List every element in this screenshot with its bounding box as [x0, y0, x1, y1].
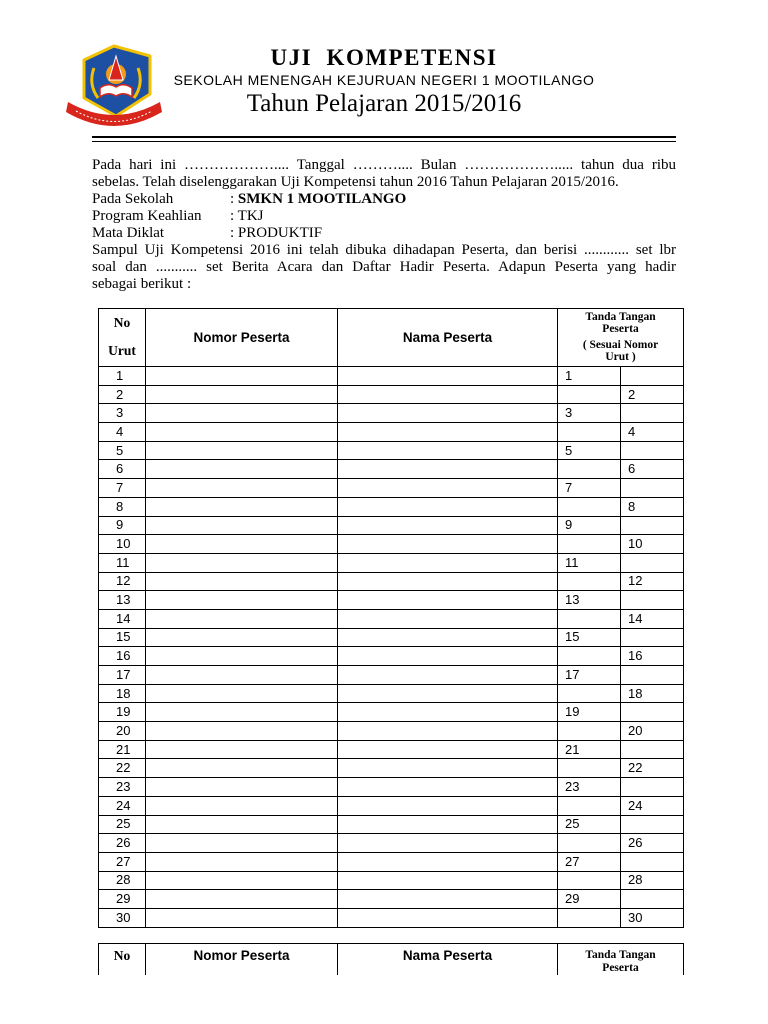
signature-cell-left: 17	[558, 666, 621, 685]
nomor-peserta-cell	[146, 852, 338, 871]
signature-cell-right: 2	[621, 385, 684, 404]
nama-peserta-cell	[338, 647, 558, 666]
nomor-peserta-cell	[146, 628, 338, 647]
signature-cell-right: 28	[621, 871, 684, 890]
row-number: 30	[99, 908, 146, 927]
signature-cell-right: 18	[621, 684, 684, 703]
nomor-peserta-cell	[146, 572, 338, 591]
nomor-peserta-cell	[146, 553, 338, 572]
signature-cell-right: 22	[621, 759, 684, 778]
row-number: 13	[99, 591, 146, 610]
participant-row	[99, 759, 684, 778]
signature-cell-left: 29	[558, 890, 621, 909]
row-number: 24	[99, 796, 146, 815]
signature-cell-left	[558, 460, 621, 479]
nama-peserta-cell	[338, 852, 558, 871]
row-number: 22	[99, 759, 146, 778]
signature-cell-left	[558, 609, 621, 628]
nama-peserta-cell	[338, 609, 558, 628]
nama-peserta-cell	[338, 815, 558, 834]
participant-row	[99, 684, 684, 703]
intro-line: Pada hari ini ……………….... Tanggal ……….... Bulan ………………..... tahun dua ribu	[92, 157, 676, 173]
field-colon: :	[230, 191, 235, 207]
row-number: 7	[99, 479, 146, 498]
header-nomor-label: Nomor Peserta	[193, 948, 290, 963]
nama-peserta-cell	[338, 703, 558, 722]
participant-row	[99, 628, 684, 647]
academic-year: Tahun Pelajaran 2015/2016	[246, 90, 522, 117]
participant-row	[99, 834, 684, 853]
nomor-peserta-cell	[146, 796, 338, 815]
row-number: 28	[99, 871, 146, 890]
signature-cell-right	[621, 703, 684, 722]
document-title: UJI KOMPETENSI	[270, 45, 498, 70]
nomor-peserta-cell	[146, 778, 338, 797]
row-number: 10	[99, 535, 146, 554]
row-number: 8	[99, 497, 146, 516]
signature-cell-left: 27	[558, 852, 621, 871]
row-number: 26	[99, 834, 146, 853]
signature-cell-left	[558, 684, 621, 703]
participant-row	[99, 666, 684, 685]
nama-peserta-cell	[338, 628, 558, 647]
nama-peserta-cell	[338, 367, 558, 386]
intro-line: Sampul Uji Kompetensi 2016 ini telah dibuka dihadapan Peserta, dan berisi ............ set lbr	[92, 242, 676, 258]
row-number: 19	[99, 703, 146, 722]
nomor-peserta-cell	[146, 404, 338, 423]
signature-cell-right	[621, 815, 684, 834]
row-number: 4	[99, 423, 146, 442]
participant-row	[99, 441, 684, 460]
participant-row	[99, 815, 684, 834]
nomor-peserta-cell	[146, 815, 338, 834]
nomor-peserta-cell	[146, 479, 338, 498]
nama-peserta-cell	[338, 871, 558, 890]
participant-row	[99, 385, 684, 404]
signature-cell-right: 14	[621, 609, 684, 628]
signature-cell-right	[621, 367, 684, 386]
participant-row	[99, 796, 684, 815]
participant-row	[99, 871, 684, 890]
signature-cell-right	[621, 666, 684, 685]
nomor-peserta-cell	[146, 516, 338, 535]
attendance-table	[98, 308, 684, 928]
nama-peserta-cell	[338, 423, 558, 442]
intro-line: soal dan ........... set Berita Acara dan Daftar Hadir Peserta. Adapun Peserta yang hadir	[92, 259, 676, 275]
nama-peserta-cell	[338, 553, 558, 572]
nomor-peserta-cell	[146, 535, 338, 554]
nomor-peserta-cell	[146, 871, 338, 890]
school-name: SEKOLAH MENENGAH KEJURUAN NEGERI 1 MOOTILANGO	[173, 72, 595, 88]
signature-cell-left: 25	[558, 815, 621, 834]
nomor-peserta-cell	[146, 609, 338, 628]
header-nama-peserta: Nama Peserta	[338, 309, 558, 367]
signature-cell-right: 6	[621, 460, 684, 479]
nomor-peserta-cell	[146, 684, 338, 703]
signature-cell-right	[621, 479, 684, 498]
signature-cell-left	[558, 572, 621, 591]
nomor-peserta-cell	[146, 834, 338, 853]
signature-cell-left	[558, 871, 621, 890]
signature-cell-right	[621, 778, 684, 797]
row-number: 11	[99, 553, 146, 572]
nomor-peserta-cell	[146, 423, 338, 442]
signature-cell-right: 24	[621, 796, 684, 815]
header-nama-peserta	[338, 944, 558, 976]
row-number: 5	[99, 441, 146, 460]
signature-cell-right	[621, 591, 684, 610]
header-ttd-line: Urut )	[605, 351, 636, 363]
signature-cell-right	[621, 404, 684, 423]
nomor-peserta-cell	[146, 441, 338, 460]
nama-peserta-cell	[338, 796, 558, 815]
attendance-table-continued	[98, 943, 684, 975]
nama-peserta-cell	[338, 890, 558, 909]
row-number: 17	[99, 666, 146, 685]
nama-peserta-cell	[338, 591, 558, 610]
header-nama-label: Nama Peserta	[402, 948, 493, 963]
row-number: 1	[99, 367, 146, 386]
participant-row	[99, 908, 684, 927]
participant-row	[99, 778, 684, 797]
row-number: 9	[99, 516, 146, 535]
table-header-row	[99, 944, 684, 976]
row-number: 12	[99, 572, 146, 591]
signature-cell-right	[621, 740, 684, 759]
nama-peserta-cell	[338, 479, 558, 498]
header-no-label: No	[113, 948, 131, 963]
signature-cell-right	[621, 628, 684, 647]
signature-cell-right	[621, 516, 684, 535]
signature-cell-right	[621, 852, 684, 871]
nomor-peserta-cell	[146, 666, 338, 685]
header-divider	[92, 136, 676, 142]
row-number: 27	[99, 852, 146, 871]
header-ttd-line: Tanda Tangan	[585, 311, 656, 323]
signature-cell-right	[621, 890, 684, 909]
signature-cell-right: 4	[621, 423, 684, 442]
signature-cell-left: 11	[558, 553, 621, 572]
header-ttd-line: Peserta	[602, 962, 639, 974]
signature-cell-left: 5	[558, 441, 621, 460]
signature-cell-right: 26	[621, 834, 684, 853]
header-ttd-line: Tanda Tangan	[585, 949, 656, 961]
signature-cell-right: 20	[621, 722, 684, 741]
participant-row	[99, 367, 684, 386]
nomor-peserta-cell	[146, 367, 338, 386]
nomor-peserta-cell	[146, 759, 338, 778]
field-label: Mata Diklat	[92, 225, 165, 241]
header-urut: Urut	[108, 343, 136, 358]
signature-cell-left: 13	[558, 591, 621, 610]
participant-row	[99, 479, 684, 498]
field-value: PRODUKTIF	[237, 225, 323, 241]
nama-peserta-cell	[338, 666, 558, 685]
participant-row	[99, 609, 684, 628]
nama-peserta-cell	[338, 516, 558, 535]
nama-peserta-cell	[338, 572, 558, 591]
signature-cell-left: 3	[558, 404, 621, 423]
nama-peserta-cell	[338, 778, 558, 797]
nomor-peserta-cell	[146, 703, 338, 722]
signature-cell-right: 12	[621, 572, 684, 591]
signature-cell-right	[621, 553, 684, 572]
nomor-peserta-cell	[146, 460, 338, 479]
row-number: 2	[99, 385, 146, 404]
row-number: 21	[99, 740, 146, 759]
participant-row	[99, 572, 684, 591]
field-school	[92, 191, 676, 208]
nama-peserta-cell	[338, 385, 558, 404]
signature-cell-left	[558, 722, 621, 741]
signature-cell-left: 23	[558, 778, 621, 797]
nomor-peserta-cell	[146, 591, 338, 610]
header-tanda-tangan	[558, 309, 684, 367]
row-number: 25	[99, 815, 146, 834]
participant-row	[99, 497, 684, 516]
signature-cell-right: 10	[621, 535, 684, 554]
participant-row	[99, 535, 684, 554]
nama-peserta-cell	[338, 740, 558, 759]
signature-cell-left	[558, 908, 621, 927]
signature-cell-left	[558, 497, 621, 516]
field-value: TKJ	[237, 208, 264, 224]
participant-row	[99, 460, 684, 479]
nomor-peserta-cell	[146, 497, 338, 516]
participant-row	[99, 852, 684, 871]
row-number: 3	[99, 404, 146, 423]
participant-row	[99, 740, 684, 759]
participant-row	[99, 722, 684, 741]
signature-cell-left: 19	[558, 703, 621, 722]
nama-peserta-cell	[338, 834, 558, 853]
nomor-peserta-cell	[146, 890, 338, 909]
nama-peserta-cell	[338, 908, 558, 927]
nama-peserta-cell	[338, 722, 558, 741]
field-label: Program Keahlian	[92, 208, 202, 224]
signature-cell-right: 8	[621, 497, 684, 516]
participant-row	[99, 591, 684, 610]
signature-cell-left	[558, 535, 621, 554]
signature-cell-left: 15	[558, 628, 621, 647]
participant-row	[99, 516, 684, 535]
signature-cell-left	[558, 759, 621, 778]
signature-cell-left	[558, 647, 621, 666]
intro-line: sebelas. Telah diselenggarakan Uji Kompetensi tahun 2016 Tahun Pelajaran 2015/2016.	[92, 174, 619, 190]
header-tanda-tangan	[558, 944, 684, 976]
field-colon: :	[230, 208, 235, 224]
participant-row	[99, 423, 684, 442]
header-no	[99, 944, 146, 976]
signature-cell-left	[558, 834, 621, 853]
row-number: 20	[99, 722, 146, 741]
row-number: 18	[99, 684, 146, 703]
signature-cell-left	[558, 423, 621, 442]
header-nomor-peserta: Nomor Peserta	[146, 309, 338, 367]
participant-row	[99, 404, 684, 423]
nama-peserta-cell	[338, 535, 558, 554]
signature-cell-left	[558, 796, 621, 815]
participant-row	[99, 890, 684, 909]
row-number: 14	[99, 609, 146, 628]
signature-cell-left: 21	[558, 740, 621, 759]
nomor-peserta-cell	[146, 908, 338, 927]
nomor-peserta-cell	[146, 385, 338, 404]
field-value: SMKN 1 MOOTILANGO	[237, 191, 407, 207]
header-no-urut	[99, 309, 146, 367]
signature-cell-right: 16	[621, 647, 684, 666]
nomor-peserta-cell	[146, 740, 338, 759]
participant-row	[99, 703, 684, 722]
row-number: 16	[99, 647, 146, 666]
table-header-row	[99, 309, 684, 367]
row-number: 6	[99, 460, 146, 479]
nama-peserta-cell	[338, 441, 558, 460]
participant-row	[99, 647, 684, 666]
nomor-peserta-cell	[146, 647, 338, 666]
nama-peserta-cell	[338, 684, 558, 703]
intro-paragraph	[92, 157, 676, 293]
header-ttd-line: Peserta	[602, 323, 639, 335]
nama-peserta-cell	[338, 404, 558, 423]
nama-peserta-cell	[338, 497, 558, 516]
field-label: Pada Sekolah	[92, 191, 174, 207]
intro-line: sebagai berikut :	[92, 276, 192, 292]
row-number: 15	[99, 628, 146, 647]
field-program	[92, 208, 676, 225]
field-subject	[92, 225, 676, 242]
signature-cell-left: 9	[558, 516, 621, 535]
participant-row	[99, 553, 684, 572]
header-ttd-line: ( Sesuai Nomor	[582, 339, 659, 351]
field-colon: :	[230, 225, 235, 241]
signature-cell-right	[621, 441, 684, 460]
header-no: No	[113, 315, 131, 330]
signature-cell-left	[558, 385, 621, 404]
row-number: 29	[99, 890, 146, 909]
nama-peserta-cell	[338, 460, 558, 479]
header-nomor-peserta	[146, 944, 338, 976]
row-number: 23	[99, 778, 146, 797]
signature-cell-left: 7	[558, 479, 621, 498]
nomor-peserta-cell	[146, 722, 338, 741]
nama-peserta-cell	[338, 759, 558, 778]
signature-cell-right: 30	[621, 908, 684, 927]
signature-cell-left: 1	[558, 367, 621, 386]
table-body	[99, 367, 684, 928]
